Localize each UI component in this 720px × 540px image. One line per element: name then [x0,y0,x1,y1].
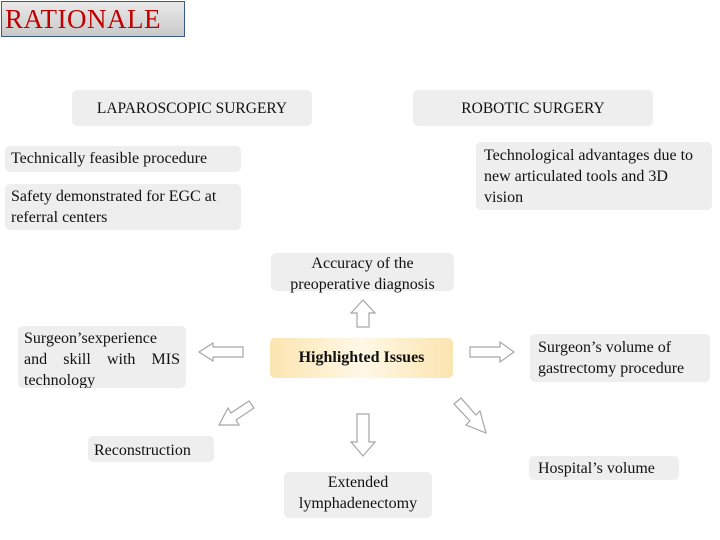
reconstruction-text: Reconstruction [94,442,191,459]
technically-feasible-text: Technically feasible procedure [11,150,208,167]
safety-demonstrated-text: Safety demonstrated for EGC at referral centers [11,188,217,226]
arrow-down-left-icon [219,401,254,425]
arrow-down-right-icon [454,398,486,433]
robotic-surgery-label: ROBOTIC SURGERY [461,99,605,117]
surgeon-volume-text: Surgeon’s volume of gastrectomy procedure [538,339,685,377]
hospital-volume-text: Hospital’s volume [538,460,655,477]
arrow-down-icon [351,414,375,456]
surgeon-experience-text: Surgeon’sexperience and skill with MIS technology [24,330,180,388]
arrow-up-icon [351,300,375,327]
laparoscopic-surgery-label: LAPAROSCOPIC SURGERY [96,99,288,117]
slide-title: RATIONALE [1,1,185,37]
accuracy-diagnosis-text: Accuracy of the preoperative diagnosis [290,255,435,293]
arrow-right-icon [470,342,514,362]
technological-advantages-text: Technological advantages due to new articulated tools and 3D vision [484,147,694,206]
arrow-left-icon [199,343,243,361]
highlighted-issues-text: Highlighted Issues [298,349,425,366]
extended-lymphadenectomy-text: Extended lymphadenectomy [298,474,418,512]
